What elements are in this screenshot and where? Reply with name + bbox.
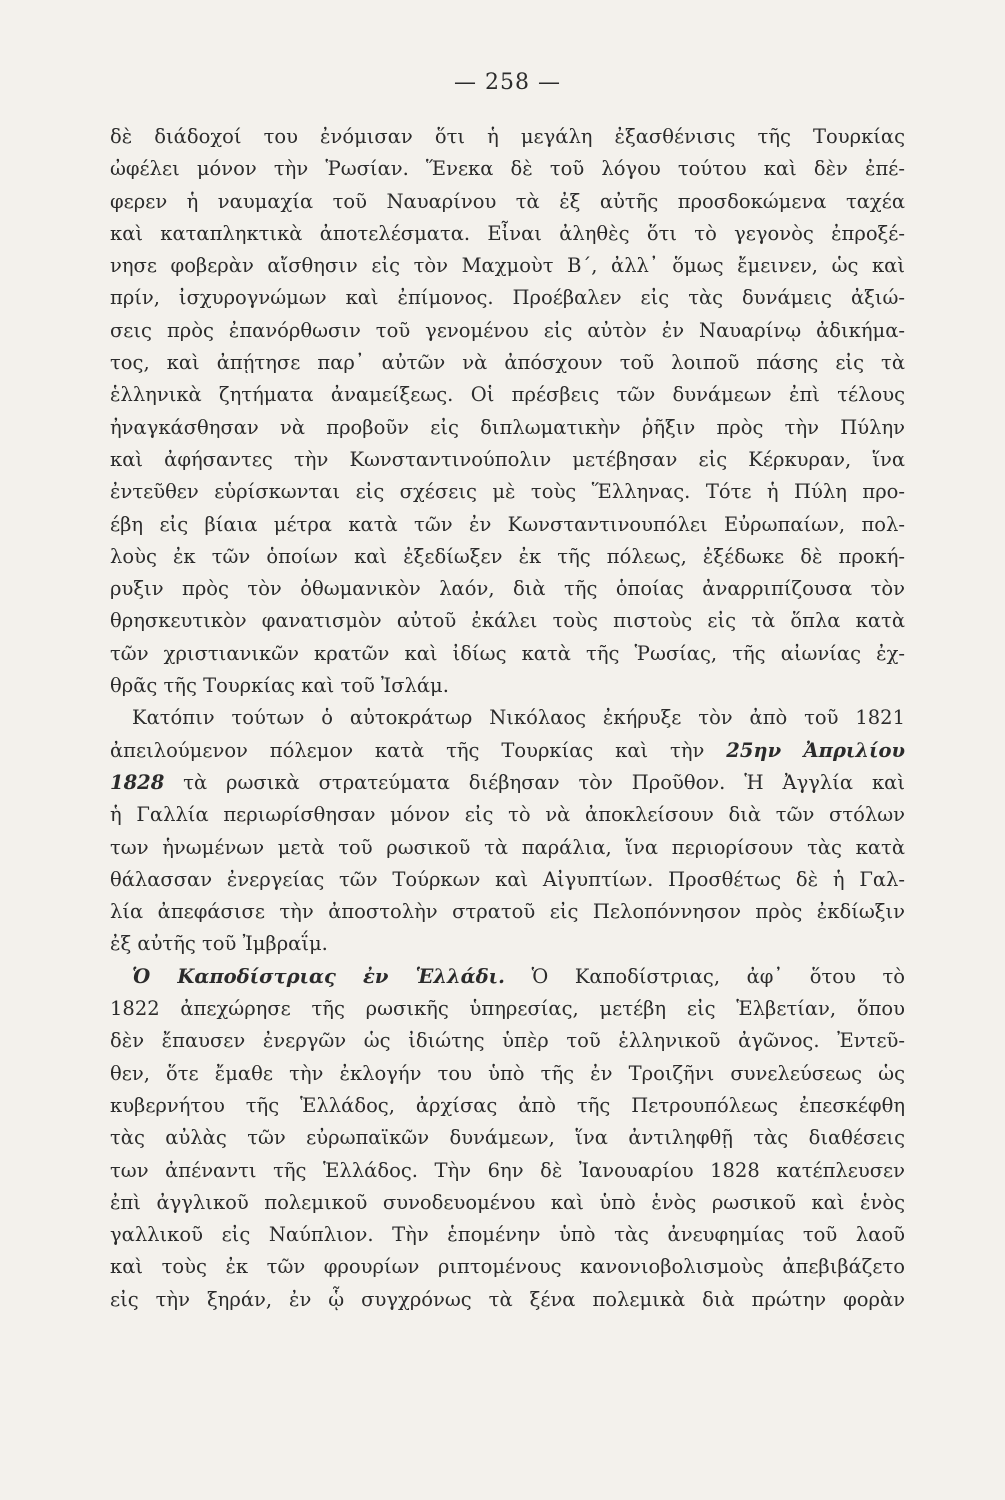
line-text: λία ἀπεφάσισε τὴν ἀποστολὴν στρατοῦ εἰς Πελοπόννησον πρὸς ἐκδίωξιν [110,900,905,924]
line-text: ἠναγκάσθησαν νὰ προβοῦν εἰς διπλωματικὴν ῥῆξιν πρὸς τὴν Πύλην [110,415,905,439]
line-text: καὶ τοὺς ἐκ τῶν φρουρίων ριπτομένους κανονιοβολισμοὺς ἀπεβιβάζετο [110,1255,905,1279]
text-line [110,670,905,702]
line-text: ἡ Γαλλία περιωρίσθησαν μόνον εἰς τὸ νὰ ἀποκλείσουν διὰ τῶν στόλων [110,803,905,827]
text-line [110,186,905,218]
line-text: φερεν ἡ ναυμαχία τοῦ Ναυαρίνου τὰ ἐξ αὐτῆς προσδοκώμενα ταχέα [110,189,905,213]
line-text: πρίν, ἰσχυρογνώμων καὶ ἐπίμονος. Προέβαλεν εἰς τὰς δυνάμεις ἀξιώ- [110,286,905,310]
line-text: τὰ ρωσικὰ στρατεύματα διέβησαν τὸν Προῦθον. Ἡ Ἀγγλία καὶ [164,770,905,794]
text-line [110,315,905,347]
text-line [110,1187,905,1219]
text-line [110,444,905,476]
text-line [110,1122,905,1154]
text-line [110,541,905,573]
text-line [110,735,905,767]
line-text: τὰς αὐλὰς τῶν εὐρωπαϊκῶν δυνάμεων, ἵνα ἀντιληφθῇ τὰς διαθέσεις [110,1126,905,1150]
line-text: ἀπειλούμενον πόλεμον κατὰ τῆς Τουρκίας καὶ τὴν [110,738,727,762]
line-text: των ἡνωμένων μετὰ τοῦ ρωσικοῦ τὰ παράλια, ἵνα περιορίσουν τὰς κατὰ [110,835,905,859]
line-text: εἰς τὴν ξηράν, ἐν ᾧ συγχρόνως τὰ ξένα πολεμικὰ διὰ πρώτην φορὰν [110,1287,905,1311]
text-line [110,605,905,637]
text-line [110,832,905,864]
line-text: ἑλληνικὰ ζητήματα ἀναμείξεως. Οἱ πρέσβεις τῶν δυνάμεων ἐπὶ τέλους [110,383,905,407]
text-line [110,1025,905,1057]
emphasis-text: 1828 [110,770,165,794]
text-line [110,573,905,605]
text-line [110,1284,905,1316]
line-text: ἐπὶ ἀγγλικοῦ πολεμικοῦ συνοδευομένου καὶ ὑπὸ ἑνὸς ρωσικοῦ καὶ ἑνὸς [110,1190,905,1214]
line-text: νησε φοβερὰν αἴσθησιν εἰς τὸν Μαχμοὺτ Β΄, ἀλλ᾽ ὅμως ἔμεινεν, ὡς καὶ [110,254,905,278]
line-text: δὲν ἔπαυσεν ἐνεργῶν ὡς ἰδιώτης ὑπὲρ τοῦ ἑλληνικοῦ ἀγῶνος. Ἐντεῦ- [110,1029,905,1053]
line-text: ὠφέλει μόνον τὴν Ῥωσίαν. Ἕνεκα δὲ τοῦ λόγου τούτου καὶ δὲν ἐπέ- [110,157,905,181]
line-text: καὶ ἀφήσαντες τὴν Κωνσταντινούπολιν μετέβησαν εἰς Κέρκυραν, ἵνα [110,447,905,471]
text-line [110,638,905,670]
line-text: ἐντεῦθεν εὑρίσκωνται εἰς σχέσεις μὲ τοὺς Ἕλληνας. Τότε ἡ Πύλη προ- [110,480,905,504]
text-line [110,379,905,411]
line-text: σεις πρὸς ἐπανόρθωσιν τοῦ γενομένου εἰς αὐτὸν ἐν Ναυαρίνῳ ἀδικήμα- [110,318,905,342]
text-line [110,1090,905,1122]
line-text: τῶν χριστιανικῶν κρατῶν καὶ ἰδίως κατὰ τῆς Ῥωσίας, τῆς αἰωνίας ἐχ- [110,641,905,665]
text-line [110,476,905,508]
text-line [110,1058,905,1090]
text-line [110,121,905,153]
text-line [110,702,905,734]
text-line [110,799,905,831]
text-line [110,1219,905,1251]
body-text [110,121,905,1316]
text-line [110,250,905,282]
line-text: καὶ καταπληκτικὰ ἀποτελέσματα. Εἶναι ἀληθὲς ὅτι τὸ γεγονὸς ἐπροξέ- [110,221,905,245]
text-line [110,1251,905,1283]
text-line [110,767,905,799]
line-text: ἐξ αὐτῆς τοῦ Ἰμβραΐμ. [110,932,328,956]
text-line [110,153,905,185]
line-text: θρᾶς τῆς Τουρκίας καὶ τοῦ Ἰσλάμ. [110,674,449,698]
line-text: θάλασσαν ἐνεργείας τῶν Τούρκων καὶ Αἰγυπτίων. Προσθέτως δὲ ἡ Γαλ- [110,867,905,891]
emphasis-text: Ὁ Καποδίστριας ἐν Ἑλλάδι. [132,964,505,988]
text-line [110,218,905,250]
text-line [110,509,905,541]
text-line [110,412,905,444]
line-text: των ἀπέναντι τῆς Ἑλλάδος. Τὴν 6ην δὲ Ἰανουαρίου 1828 κατέπλευσεν [110,1158,905,1182]
text-line [110,928,905,960]
line-text: έβη εἰς βίαια μέτρα κατὰ τῶν ἐν Κωνσταντινουπόλει Εὐρωπαίων, πολ- [110,512,905,536]
line-text: κυβερνήτου τῆς Ἑλλάδος, ἀρχίσας ἀπὸ τῆς Πετρουπόλεως ἐπεσκέφθη [110,1093,905,1117]
text-line [110,347,905,379]
page-number: — 258 — [454,70,561,95]
text-line [110,282,905,314]
text-line [110,864,905,896]
line-text: Κατόπιν τούτων ὁ αὐτοκράτωρ Νικόλαος ἐκήρυξε τὸν ἀπὸ τοῦ 1821 [132,706,905,730]
text-line [110,1155,905,1187]
line-text: 1822 ἀπεχώρησε τῆς ρωσικῆς ὑπηρεσίας, μετέβη εἰς Ἑλβετίαν, ὅπου [110,997,905,1021]
line-text: θρησκευτικὸν φανατισμὸν αὐτοῦ ἐκάλει τοὺς πιστοὺς εἰς τὰ ὅπλα κατὰ [110,609,905,633]
line-text: δὲ διάδοχοί του ἐνόμισαν ὅτι ἡ μεγάλη ἐξασθένισις τῆς Τουρκίας [110,125,905,148]
line-text: γαλλικοῦ εἰς Ναύπλιον. Τὴν ἑπομένην ὑπὸ τὰς ἀνευφημίας τοῦ λαοῦ [110,1223,905,1247]
line-text: θεν, ὅτε ἔμαθε τὴν ἐκλογήν του ὑπὸ τῆς ἐν Τροιζῆνι συνελεύσεως ὡς [110,1061,905,1085]
line-text: ρυξιν πρὸς τὸν ὀθωμανικὸν λαόν, διὰ τῆς ὁποίας ἀναρριπίζουσα τὸν [110,577,905,601]
line-text: τος, καὶ ἀπῄτησε παρ᾽ αὐτῶν νὰ ἀπόσχουν τοῦ λοιποῦ πάσης εἰς τὰ [110,351,905,375]
text-line [110,896,905,928]
emphasis-text: 25ην Ἀπριλίου [726,738,905,762]
text-line [110,993,905,1025]
line-text: λοὺς ἐκ τῶν ὁποίων καὶ ἐξεδίωξεν ἐκ τῆς πόλεως, ἐξέδωκε δὲ προκή- [110,544,905,568]
line-text: Ὁ Καποδίστριας, ἀφ᾽ ὅτου τὸ [504,964,905,988]
text-line [110,961,905,993]
